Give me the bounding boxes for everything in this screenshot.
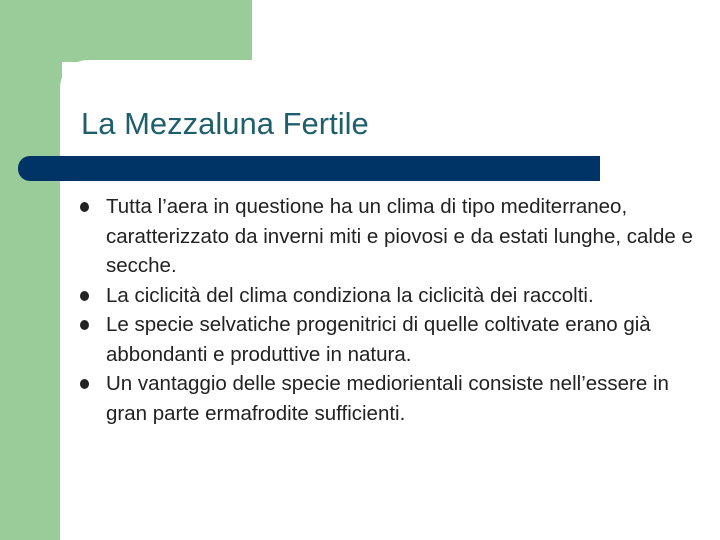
bullet-text: Tutta l’aera in questione ha un clima di tipo mediterraneo, caratterizzato da inverni miti e piovosi e da estati lunghe, calde e secche.: [106, 195, 693, 277]
bullet-dot-icon: [80, 379, 89, 389]
bullet-item: [78, 281, 698, 311]
bullet-item: [78, 192, 698, 281]
bullet-text: La ciclicità del clima condiziona la ciclicità dei raccolti.: [106, 283, 594, 307]
title-underline-bar: [18, 156, 600, 181]
green-accent-left: [0, 0, 62, 540]
bullet-list: [78, 192, 698, 428]
bullet-item: [78, 369, 698, 428]
slide-title: La Mezzaluna Fertile: [81, 106, 369, 141]
bullet-dot-icon: [80, 202, 89, 212]
bullet-item: [78, 310, 698, 369]
bullet-dot-icon: [80, 320, 89, 330]
bullet-text: Le specie selvatiche progenitrici di quelle coltivate erano già abbondanti e produttive in natura.: [106, 313, 651, 366]
bullet-text: Un vantaggio delle specie mediorientali consiste nell’essere in gran parte ermafrodite sufficienti.: [106, 372, 669, 425]
bullet-dot-icon: [80, 291, 89, 301]
